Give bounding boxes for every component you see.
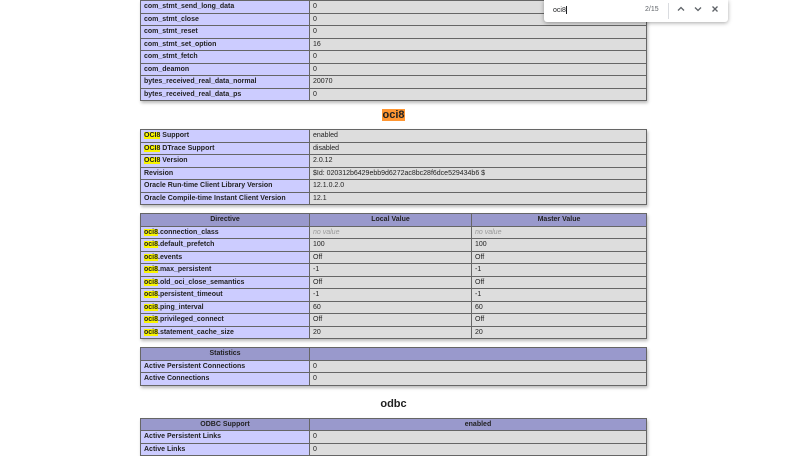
close-icon: [710, 4, 720, 14]
table-row: [141, 155, 647, 168]
master-value: 20: [472, 326, 647, 339]
master-value: -1: [472, 264, 647, 277]
row-key-text: Revision: [144, 170, 173, 177]
row-key: [141, 130, 310, 143]
row-key: [141, 276, 310, 289]
table-row: [141, 373, 647, 386]
row-key: com_stmt_fetch: [141, 51, 310, 64]
statistics-header: Statistics: [141, 348, 310, 361]
row-value: 0: [310, 63, 647, 76]
row-value: 0: [310, 443, 647, 456]
row-key: [141, 301, 310, 314]
phpinfo-content: [140, 0, 647, 456]
directives-header-row: [141, 214, 647, 227]
master-value: Off: [472, 276, 647, 289]
row-key: [141, 192, 310, 205]
table-row: [141, 88, 647, 101]
row-value: $Id: 020312b6429ebb9d6272ac8bc28f6dce529434b6 $: [310, 167, 647, 180]
row-value: 12.1.0.2.0: [310, 180, 647, 193]
table-row: [141, 276, 647, 289]
row-value: 0: [310, 88, 647, 101]
text-caret: [566, 6, 567, 14]
local-value: -1: [310, 289, 472, 302]
search-highlight: oci8: [144, 266, 158, 273]
search-highlight: oci8: [144, 304, 158, 311]
search-highlight: oci8: [144, 279, 158, 286]
row-value: 0: [310, 360, 647, 373]
row-value: 0: [310, 26, 647, 39]
row-key: com_deamon: [141, 63, 310, 76]
next-match-button[interactable]: [691, 4, 705, 18]
row-key: Active Persistent Connections: [141, 360, 310, 373]
table-row: [141, 76, 647, 89]
search-highlight: oci8: [144, 329, 158, 336]
master-value-header: Master Value: [472, 214, 647, 227]
oci8-title: oci8: [382, 109, 404, 121]
table-row: [141, 192, 647, 205]
directive-header: Directive: [141, 214, 310, 227]
odbc-title: odbc: [380, 398, 406, 410]
table-row: [141, 63, 647, 76]
previous-match-button[interactable]: [674, 4, 688, 18]
odbc-table: [140, 418, 647, 456]
table-row: [141, 38, 647, 51]
row-key: [141, 155, 310, 168]
row-key-text: .statement_cache_size: [158, 329, 234, 336]
search-highlight: oci8: [144, 241, 158, 248]
table-row: [141, 239, 647, 252]
row-key: bytes_received_real_data_ps: [141, 88, 310, 101]
search-highlight: oci8: [144, 291, 158, 298]
table-row: [141, 264, 647, 277]
row-key-text: .connection_class: [158, 229, 219, 236]
row-value: 0: [310, 1, 647, 14]
row-key: [141, 239, 310, 252]
table-row: [141, 130, 647, 143]
chevron-down-icon: [693, 4, 703, 14]
odbc-support-header: ODBC Support: [141, 418, 310, 431]
local-value: 100: [310, 239, 472, 252]
no-value-text: no value: [313, 229, 339, 236]
find-query: oci8: [553, 7, 566, 14]
table-row: [141, 180, 647, 193]
search-highlight: OCI8: [144, 145, 160, 152]
row-key-text: .events: [158, 254, 182, 261]
local-value: -1: [310, 264, 472, 277]
row-value: 12.1: [310, 192, 647, 205]
table-row: [141, 443, 647, 456]
table-row: [141, 301, 647, 314]
oci8-statistics-table: [140, 347, 647, 386]
row-key-text: .default_prefetch: [158, 241, 214, 248]
odbc-header-row: [141, 418, 647, 431]
row-key: [141, 251, 310, 264]
row-key: com_stmt_reset: [141, 26, 310, 39]
table-row: [141, 289, 647, 302]
master-value: 100: [472, 239, 647, 252]
row-key: [141, 314, 310, 327]
search-highlight: OCI8: [144, 157, 160, 164]
row-key-text: Support: [160, 132, 189, 139]
row-value: 0: [310, 13, 647, 26]
row-value: disabled: [310, 142, 647, 155]
local-value: Off: [310, 251, 472, 264]
row-key: [141, 167, 310, 180]
table-row: [141, 226, 647, 239]
find-divider: [668, 3, 669, 19]
close-find-button[interactable]: [708, 4, 722, 18]
row-value: 2.0.12: [310, 155, 647, 168]
find-input[interactable]: [553, 6, 567, 14]
row-key: com_stmt_send_long_data: [141, 1, 310, 14]
row-value: 0: [310, 431, 647, 444]
row-key: [141, 142, 310, 155]
row-key: [141, 180, 310, 193]
row-key-text: .ping_interval: [158, 304, 204, 311]
local-value: 60: [310, 301, 472, 314]
search-highlight: oci8: [144, 254, 158, 261]
row-key: Active Connections: [141, 373, 310, 386]
row-key: [141, 289, 310, 302]
row-key-text: Oracle Run-time Client Library Version: [144, 182, 272, 189]
row-value: enabled: [310, 130, 647, 143]
local-value: [310, 226, 472, 239]
section-title-odbc: [140, 390, 647, 418]
row-key-text: .privileged_connect: [158, 316, 224, 323]
row-value: 0: [310, 51, 647, 64]
table-row: [141, 431, 647, 444]
row-key: [141, 226, 310, 239]
row-key-text: Version: [160, 157, 187, 164]
row-key-text: .max_persistent: [158, 266, 211, 273]
row-key: com_stmt_close: [141, 13, 310, 26]
match-count: 2/15: [645, 6, 659, 13]
master-value: -1: [472, 289, 647, 302]
row-key: bytes_received_real_data_normal: [141, 76, 310, 89]
row-key-text: DTrace Support: [160, 145, 214, 152]
table-row: [141, 360, 647, 373]
row-key-text: .old_oci_close_semantics: [158, 279, 244, 286]
oci8-directives-table: [140, 213, 647, 339]
table-row: [141, 51, 647, 64]
master-value: 60: [472, 301, 647, 314]
row-key: Active Links: [141, 443, 310, 456]
table-row: [141, 26, 647, 39]
row-value: 20070: [310, 76, 647, 89]
row-key-text: .persistent_timeout: [158, 291, 223, 298]
statistics-header-row: [141, 348, 647, 361]
table-row: [141, 251, 647, 264]
master-value: Off: [472, 314, 647, 327]
no-value-text: no value: [475, 229, 501, 236]
section-title-oci8: [140, 101, 647, 129]
row-value: 0: [310, 373, 647, 386]
search-highlight: oci8: [144, 229, 158, 236]
table-row: [141, 142, 647, 155]
local-value: 20: [310, 326, 472, 339]
table-row: [141, 314, 647, 327]
local-value: Off: [310, 276, 472, 289]
table-row: [141, 326, 647, 339]
search-highlight: oci8: [144, 316, 158, 323]
row-value: 16: [310, 38, 647, 51]
search-highlight: OCI8: [144, 132, 160, 139]
local-value: Off: [310, 314, 472, 327]
row-key: [141, 264, 310, 277]
row-key: [141, 326, 310, 339]
row-key: Active Persistent Links: [141, 431, 310, 444]
table-row: [141, 167, 647, 180]
row-key: com_stmt_set_option: [141, 38, 310, 51]
chevron-up-icon: [676, 4, 686, 14]
master-value: Off: [472, 251, 647, 264]
row-key-text: Oracle Compile-time Instant Client Version: [144, 195, 286, 202]
oci8-info-table: [140, 129, 647, 205]
master-value: [472, 226, 647, 239]
find-in-page-bar: [544, 0, 728, 22]
local-value-header: Local Value: [310, 214, 472, 227]
odbc-support-value: enabled: [310, 418, 647, 431]
